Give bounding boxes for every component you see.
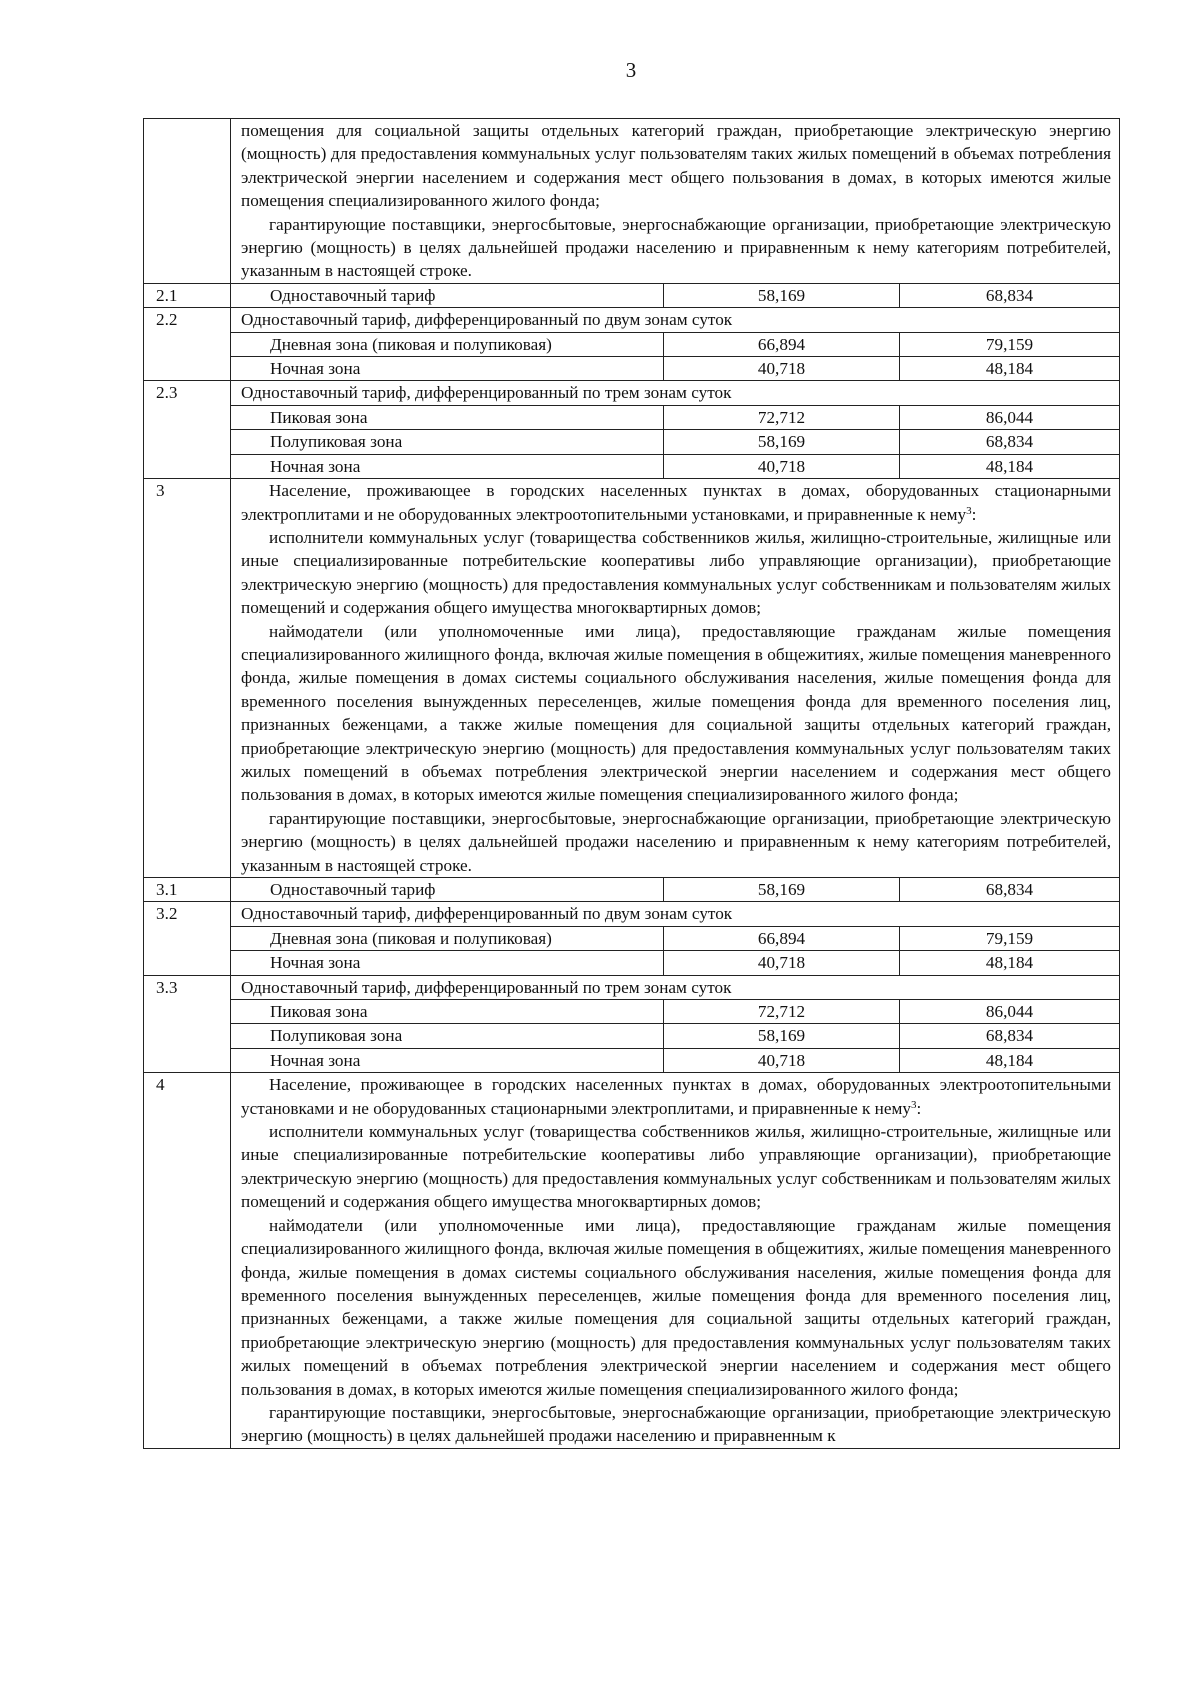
table-row — [144, 357, 1120, 381]
tariff-value-2: 79,159 — [900, 332, 1120, 356]
category-description — [231, 119, 1120, 284]
tariff-value-1: 72,712 — [664, 405, 900, 429]
tariff-value-2: 86,044 — [900, 405, 1120, 429]
table-row — [144, 1048, 1120, 1072]
table-row-3-category — [144, 479, 1120, 878]
table-row — [144, 878, 1120, 902]
tariff-value-1: 72,712 — [664, 1000, 900, 1024]
description-paragraph — [241, 1073, 1111, 1120]
tariff-value-2: 48,184 — [900, 1048, 1120, 1072]
footnote-mark: 3 — [910, 1098, 917, 1111]
tariff-value-1: 58,169 — [664, 1024, 900, 1048]
table-row — [144, 951, 1120, 975]
description-paragraph — [241, 479, 1111, 526]
page-number: 3 — [625, 58, 637, 82]
table-row — [144, 381, 1120, 405]
tariff-name: Пиковая зона — [231, 1000, 664, 1024]
description-paragraph: помещения для социальной защиты отдельных категорий граждан, приобретающие электрическую энергию (мощность) для предоставления коммунальных услуг пользователям таких жилых помещений в объемах потребления электрической энергии населением и содержания мест общего пользования в домах, в которых имеются жилые помещения специализированного жилого фонда; — [241, 121, 1112, 211]
intro-colon: : — [916, 1098, 922, 1118]
table-row — [144, 902, 1120, 926]
table-row — [144, 1000, 1120, 1024]
tariff-value-2: 68,834 — [900, 1024, 1120, 1048]
category-intro: Население, проживающее в городских населенных пунктах в домах, оборудованных стационарными электроплитами и не оборудованных электроотопительными установками, и приравненные к нему — [241, 481, 1112, 524]
tariff-name: Дневная зона (пиковая и полупиковая) — [231, 332, 664, 356]
category-description — [231, 1073, 1120, 1449]
description-paragraph: исполнители коммунальных услуг (товарищества собственников жилья, жилищно-строительные, жилищные или иные специализированные потребительские кооперативы либо управляющие организации), приобретающие электрическую энергию (мощность) для предоставления коммунальных услуг собственникам и пользователям жилых помещений и содержания общего имущества многоквартирных домов; — [241, 527, 1112, 618]
table-row — [144, 1024, 1120, 1048]
row-number: 3.3 — [144, 975, 231, 1073]
tariff-value-2: 68,834 — [900, 430, 1120, 454]
tariff-value-1: 66,894 — [664, 332, 900, 356]
row-number: 4 — [144, 1073, 231, 1449]
row-number: 2.2 — [144, 308, 231, 381]
description-paragraph: наймодатели (или уполномоченные ими лица), предоставляющие гражданам жилые помещения специализированного жилищного фонда, включая жилые помещения в общежитиях, жилые помещения маневренного фонда, жилые помещения в домах системы социального обслуживания населения, жилые помещения фонда для временного поселения вынужденных переселенцев, жилые помещения фонда для временного поселения лиц, признанных беженцами, а также жилые помещения для социальной защиты отдельных категорий граждан, приобретающие электрическую энергию (мощность) для предоставления коммунальных услуг пользователям таких жилых помещений в объемах потребления электрической энергии населением и содержания мест общего пользования в домах, в которых имеются жилые помещения специализированного жилого фонда; — [241, 621, 1112, 805]
tariff-value-1: 58,169 — [664, 878, 900, 902]
table-row — [144, 975, 1120, 999]
tariff-value-2: 48,184 — [900, 454, 1120, 478]
footnote-mark: 3 — [966, 504, 972, 517]
table-row — [144, 454, 1120, 478]
table-row-4-category — [144, 1073, 1120, 1449]
description-paragraph: гарантирующие поставщики, энергосбытовые, энергоснабжающие организации, приобретающие электрическую энергию (мощность) в целях дальнейшей продажи населению и приравненным к — [241, 1402, 1112, 1446]
tariff-name: Ночная зона — [231, 454, 664, 478]
tariff-value-2: 48,184 — [900, 951, 1120, 975]
tariff-name: Полупиковая зона — [231, 1024, 664, 1048]
tariff-name: Ночная зона — [231, 357, 664, 381]
table-row — [144, 308, 1120, 332]
category-intro: Население, проживающее в городских населенных пунктах в домах, оборудованных электроотопительными установками и не оборудованных стационарными электроплитами, и приравненные к нему — [241, 1075, 1112, 1118]
table-row — [144, 926, 1120, 950]
row-number: 2.3 — [144, 381, 231, 479]
description-paragraph: гарантирующие поставщики, энергосбытовые, энергоснабжающие организации, приобретающие электрическую энергию (мощность) в целях дальнейшей продажи населению и приравненным к нему категориям потребителей, указанным в настоящей строке. — [241, 214, 1112, 281]
row-number: 2.1 — [144, 283, 231, 307]
tariff-value-2: 68,834 — [900, 283, 1120, 307]
tariff-heading: Одноставочный тариф, дифференцированный по трем зонам суток — [231, 975, 1120, 999]
table-row-2-continuation — [144, 119, 1120, 284]
tariff-value-1: 58,169 — [664, 430, 900, 454]
tariff-value-2: 79,159 — [900, 926, 1120, 950]
table-row — [144, 430, 1120, 454]
tariff-value-1: 40,718 — [664, 951, 900, 975]
row-number — [144, 119, 231, 284]
tariff-value-1: 58,169 — [664, 283, 900, 307]
description-paragraph: исполнители коммунальных услуг (товарищества собственников жилья, жилищно-строительные, жилищные или иные специализированные потребительские кооперативы либо управляющие организации), приобретающие электрическую энергию (мощность) для предоставления коммунальных услуг собственникам и пользователям жилых помещений и содержания общего имущества многоквартирных домов; — [241, 1122, 1112, 1212]
tariff-value-2: 48,184 — [900, 357, 1120, 381]
tariff-name: Ночная зона — [231, 951, 664, 975]
tariff-name: Одноставочный тариф — [231, 283, 664, 307]
tariff-value-1: 40,718 — [664, 454, 900, 478]
tariff-value-1: 40,718 — [664, 357, 900, 381]
tariff-name: Пиковая зона — [231, 405, 664, 429]
tariff-value-1: 66,894 — [664, 926, 900, 950]
category-description — [231, 479, 1120, 878]
tariff-value-1: 40,718 — [664, 1048, 900, 1072]
row-number: 3 — [144, 479, 231, 878]
table-row — [144, 405, 1120, 429]
table-row — [144, 332, 1120, 356]
tariff-table — [143, 118, 1120, 1449]
description-paragraph: наймодатели (или уполномоченные ими лица), предоставляющие гражданам жилые помещения специализированного жилищного фонда, включая жилые помещения в общежитиях, жилые помещения маневренного фонда, жилые помещения в домах системы социального обслуживания населения, жилые помещения фонда для временного поселения вынужденных переселенцев, жилые помещения фонда для временного поселения лиц, признанных беженцами, а также жилые помещения для социальной защиты отдельных категорий граждан, приобретающие электрическую энергию (мощность) для предоставления коммунальных услуг пользователям таких жилых помещений в объемах потребления электрической энергии населением и содержания мест общего пользования в домах, в которых имеются жилые помещения специализированного жилого фонда; — [241, 1215, 1112, 1399]
tariff-name: Полупиковая зона — [231, 430, 664, 454]
row-number: 3.1 — [144, 878, 231, 902]
tariff-heading: Одноставочный тариф, дифференцированный по двум зонам суток — [231, 308, 1120, 332]
description-paragraph: гарантирующие поставщики, энергосбытовые, энергоснабжающие организации, приобретающие электрическую энергию (мощность) в целях дальнейшей продажи населению и приравненным к нему категориям потребителей, указанным в настоящей строке. — [241, 808, 1112, 875]
tariff-value-2: 68,834 — [900, 878, 1120, 902]
intro-colon: : — [971, 504, 977, 524]
tariff-name: Одноставочный тариф — [231, 878, 664, 902]
tariff-name: Ночная зона — [231, 1048, 664, 1072]
tariff-heading: Одноставочный тариф, дифференцированный по трем зонам суток — [231, 381, 1120, 405]
tariff-heading: Одноставочный тариф, дифференцированный по двум зонам суток — [231, 902, 1120, 926]
table-row — [144, 283, 1120, 307]
row-number: 3.2 — [144, 902, 231, 975]
tariff-value-2: 86,044 — [900, 1000, 1120, 1024]
tariff-name: Дневная зона (пиковая и полупиковая) — [231, 926, 664, 950]
